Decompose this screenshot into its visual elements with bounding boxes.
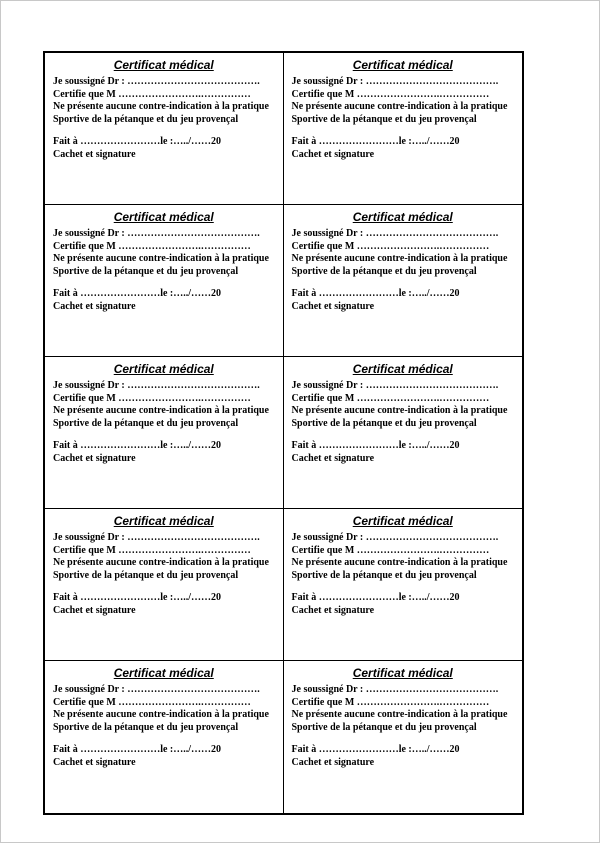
certificate-card [284, 53, 523, 205]
spacer [53, 126, 283, 136]
sport-line: Sportive de la pétanque et du jeu provençal [53, 569, 239, 581]
signature-line: Cachet et signature [53, 148, 136, 160]
no-contraindication-line: Ne présente aucune contre-indication à la pratique [53, 101, 269, 112]
signature-line: Cachet et signature [291, 604, 375, 616]
certificate-card [284, 205, 523, 357]
sport-line: Sportive de la pétanque et du jeu provençal [53, 265, 239, 277]
doctor-line: Je soussigné Dr : …………………………………. [291, 532, 499, 543]
sport-line: Sportive de la pétanque et du jeu provençal [291, 569, 477, 581]
certificate-title: Certificat médical [113, 666, 214, 680]
no-contraindication-line: Ne présente aucune contre-indication à la pratique [291, 557, 508, 568]
signature-line: Cachet et signature [53, 452, 136, 464]
spacer [292, 126, 523, 136]
sport-line: Sportive de la pétanque et du jeu provençal [53, 113, 239, 125]
place-date-line: Fait à ……………………le :…../……20 [53, 288, 222, 299]
certificate-card [284, 509, 523, 661]
place-date-line: Fait à ……………………le :…../……20 [291, 136, 460, 147]
place-date-line: Fait à ……………………le :…../……20 [53, 592, 222, 603]
sport-line: Sportive de la pétanque et du jeu provençal [53, 721, 239, 733]
certify-line: Certifie que M …………………….…………… [53, 240, 251, 252]
place-date-line: Fait à ……………………le :…../……20 [53, 744, 222, 755]
doctor-line: Je soussigné Dr : …………………………………. [291, 684, 499, 695]
certificate-title: Certificat médical [352, 514, 453, 528]
certificate-card [45, 205, 284, 357]
sport-line: Sportive de la pétanque et du jeu provençal [291, 113, 477, 125]
certificate-title: Certificat médical [352, 666, 453, 680]
place-date-line: Fait à ……………………le :…../……20 [291, 744, 460, 755]
spacer [292, 734, 523, 744]
no-contraindication-line: Ne présente aucune contre-indication à la pratique [291, 101, 508, 112]
spacer [292, 582, 523, 592]
certificate-title: Certificat médical [352, 362, 453, 376]
certificate-title: Certificat médical [352, 210, 453, 224]
place-date-line: Fait à ……………………le :…../……20 [53, 136, 222, 147]
signature-line: Cachet et signature [291, 756, 375, 768]
place-date-line: Fait à ……………………le :…../……20 [291, 440, 460, 451]
certificate-grid [43, 51, 524, 815]
doctor-line: Je soussigné Dr : …………………………………. [53, 532, 260, 543]
place-date-line: Fait à ……………………le :…../……20 [53, 440, 222, 451]
certify-line: Certifie que M …………………….…………… [291, 696, 490, 708]
sport-line: Sportive de la pétanque et du jeu provençal [291, 721, 477, 733]
doctor-line: Je soussigné Dr : …………………………………. [53, 380, 260, 391]
signature-line: Cachet et signature [291, 300, 375, 312]
certificate-card [45, 53, 284, 205]
certificate-card [45, 357, 284, 509]
certify-line: Certifie que M …………………….…………… [53, 696, 251, 708]
no-contraindication-line: Ne présente aucune contre-indication à la pratique [291, 709, 508, 720]
certificate-card [284, 661, 523, 813]
doctor-line: Je soussigné Dr : …………………………………. [291, 76, 499, 87]
certify-line: Certifie que M …………………….…………… [53, 88, 251, 100]
certificate-title: Certificat médical [113, 210, 214, 224]
signature-line: Cachet et signature [53, 604, 136, 616]
certify-line: Certifie que M …………………….…………… [291, 240, 490, 252]
signature-line: Cachet et signature [291, 148, 375, 160]
spacer [53, 582, 283, 592]
signature-line: Cachet et signature [291, 452, 375, 464]
certificate-title: Certificat médical [113, 58, 214, 72]
signature-line: Cachet et signature [53, 300, 136, 312]
certify-line: Certifie que M …………………….…………… [53, 392, 251, 404]
certificate-title: Certificat médical [113, 514, 214, 528]
spacer [292, 430, 523, 440]
sport-line: Sportive de la pétanque et du jeu provençal [291, 265, 477, 277]
place-date-line: Fait à ……………………le :…../……20 [291, 592, 460, 603]
no-contraindication-line: Ne présente aucune contre-indication à la pratique [53, 405, 269, 416]
doctor-line: Je soussigné Dr : …………………………………. [291, 228, 499, 239]
certificate-card [45, 661, 284, 813]
certificate-card [284, 357, 523, 509]
no-contraindication-line: Ne présente aucune contre-indication à la pratique [291, 405, 508, 416]
certify-line: Certifie que M …………………….…………… [291, 88, 490, 100]
certify-line: Certifie que M …………………….…………… [53, 544, 251, 556]
certify-line: Certifie que M …………………….…………… [291, 392, 490, 404]
no-contraindication-line: Ne présente aucune contre-indication à la pratique [291, 253, 508, 264]
spacer [292, 278, 523, 288]
no-contraindication-line: Ne présente aucune contre-indication à la pratique [53, 253, 269, 264]
sport-line: Sportive de la pétanque et du jeu provençal [291, 417, 477, 429]
no-contraindication-line: Ne présente aucune contre-indication à la pratique [53, 709, 269, 720]
no-contraindication-line: Ne présente aucune contre-indication à la pratique [53, 557, 269, 568]
place-date-line: Fait à ……………………le :…../……20 [291, 288, 460, 299]
certificate-title: Certificat médical [352, 58, 453, 72]
certificate-card [45, 509, 284, 661]
doctor-line: Je soussigné Dr : …………………………………. [291, 380, 499, 391]
doctor-line: Je soussigné Dr : …………………………………. [53, 76, 260, 87]
spacer [53, 734, 283, 744]
doctor-line: Je soussigné Dr : …………………………………. [53, 684, 260, 695]
signature-line: Cachet et signature [53, 756, 136, 768]
spacer [53, 430, 283, 440]
spacer [53, 278, 283, 288]
certificate-title: Certificat médical [113, 362, 214, 376]
sport-line: Sportive de la pétanque et du jeu provençal [53, 417, 239, 429]
doctor-line: Je soussigné Dr : …………………………………. [53, 228, 260, 239]
certify-line: Certifie que M …………………….…………… [291, 544, 490, 556]
